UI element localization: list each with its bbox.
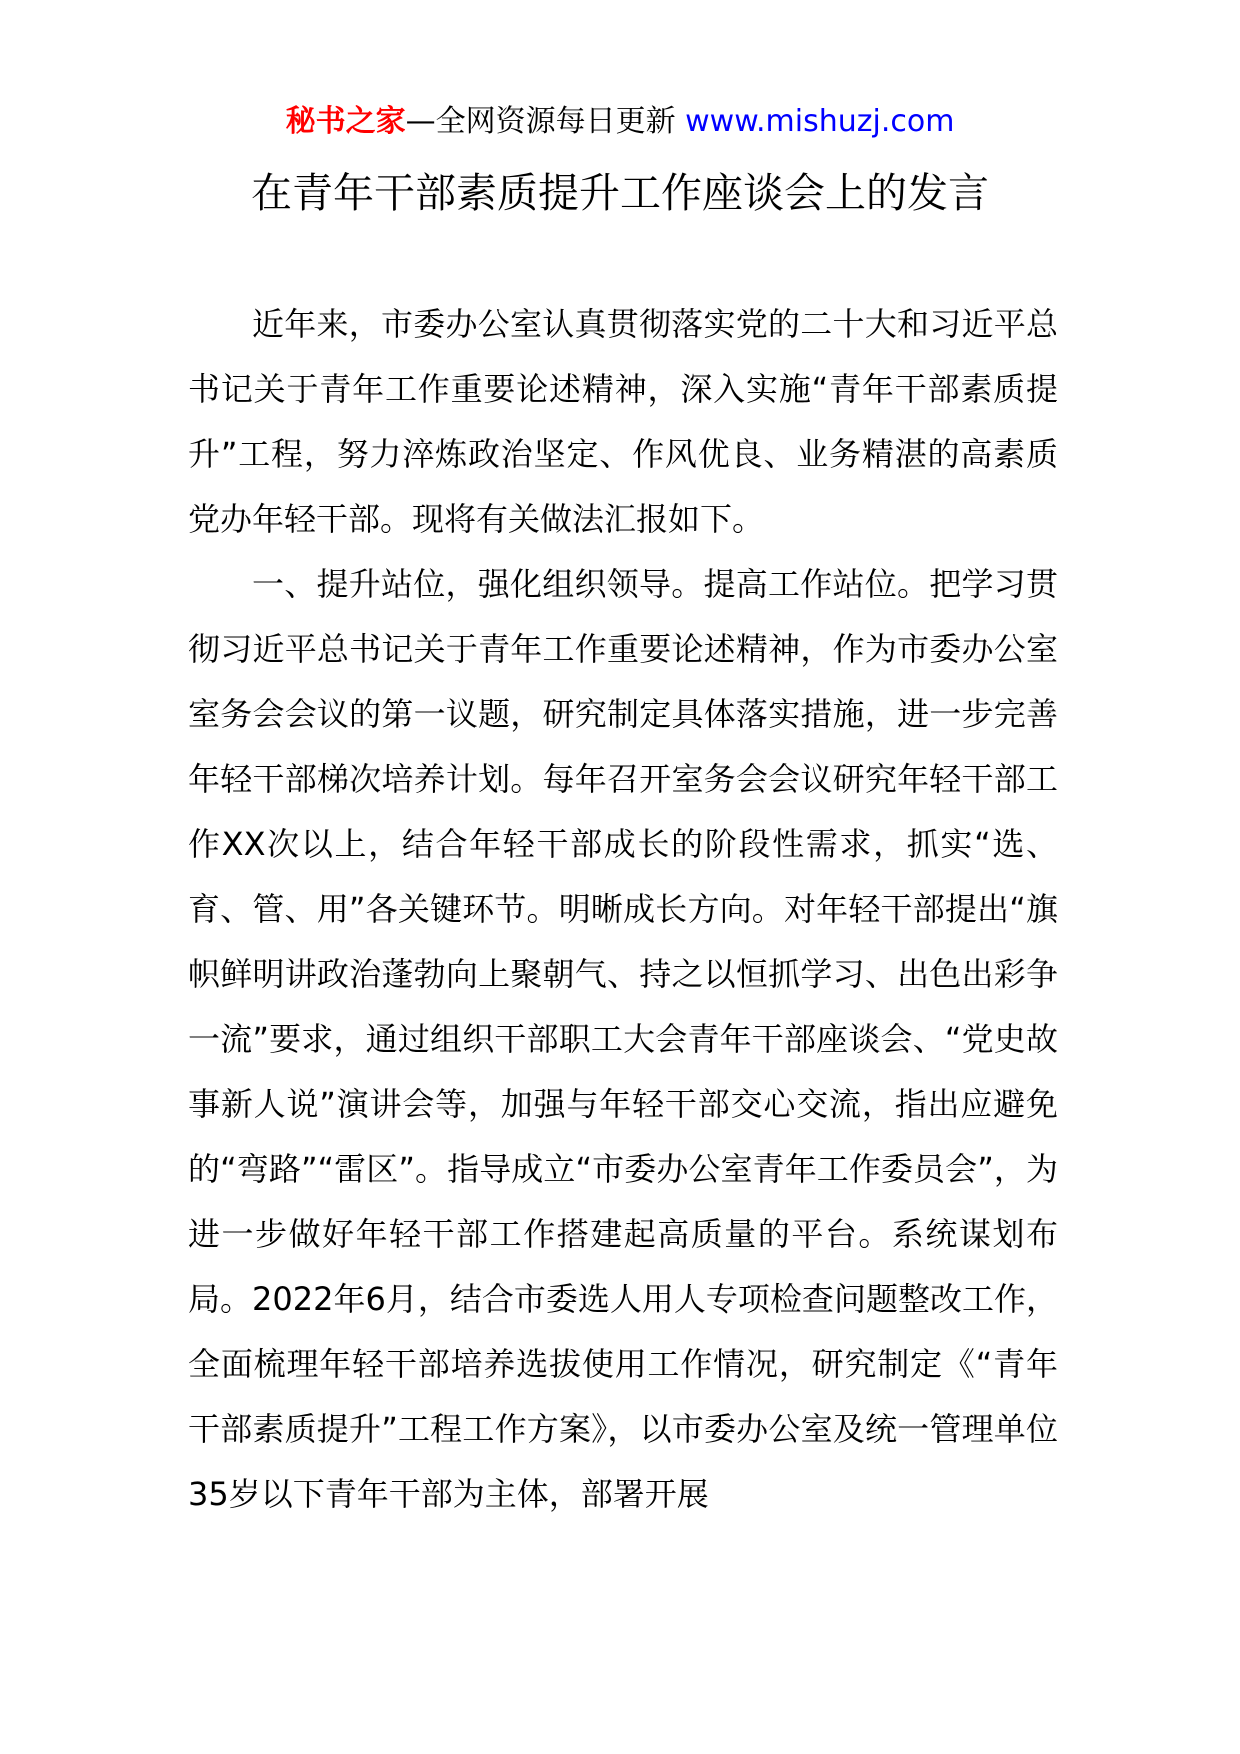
document-body (188, 292, 1058, 1527)
document-title: 在青年干部素质提升工作座谈会上的发言 (251, 169, 989, 217)
site-brand: 秘书之家 (285, 104, 406, 139)
site-tagline: —全网资源每日更新 (405, 104, 686, 139)
paragraph-intro: 近年来，市委办公室认真贯彻落实党的二十大和习近平总书记关于青年工作重要论述精神，深入实施“青年干部素质提升”工程，努力淬炼政治坚定、作风优良、业务精湛的高素质党办年轻干部。现将有关做法汇报如下。 (188, 305, 1058, 538)
site-url-link[interactable]: www.mishuzj.com (685, 104, 955, 139)
site-header (0, 100, 1240, 144)
paragraph-section-one: 一、提升站位，强化组织领导。提高工作站位。把学习贯彻习近平总书记关于青年工作重要论述精神，作为市委办公室室务会会议的第一议题，研究制定具体落实措施，进一步完善年轻干部梯次培养计划。每年召开室务会会议研究年轻干部工作XX次以上，结合年轻干部成长的阶段性需求，抓实“选、育、管、用”各关键环节。明晰成长方向。对年轻干部提出“旗帜鲜明讲政治蓬勃向上聚朝气、持之以恒抓学习、出色出彩争一流”要求，通过组织干部职工大会青年干部座谈会、“党史故事新人说”演讲会等，加强与年轻干部交心交流，指出应避免的“弯路”“雷区”。指导成立“市委办公室青年工作委员会”，为进一步做好年轻干部工作搭建起高质量的平台。系统谋划布局。2022年6月，结合市委选人用人专项检查问题整改工作，全面梳理年轻干部培养选拔使用工作情况，研究制定《“青年干部素质提升”工程工作方案》，以市委办公室及统一管理单位35岁以下青年干部为主体，部署开展 (188, 565, 1058, 1513)
